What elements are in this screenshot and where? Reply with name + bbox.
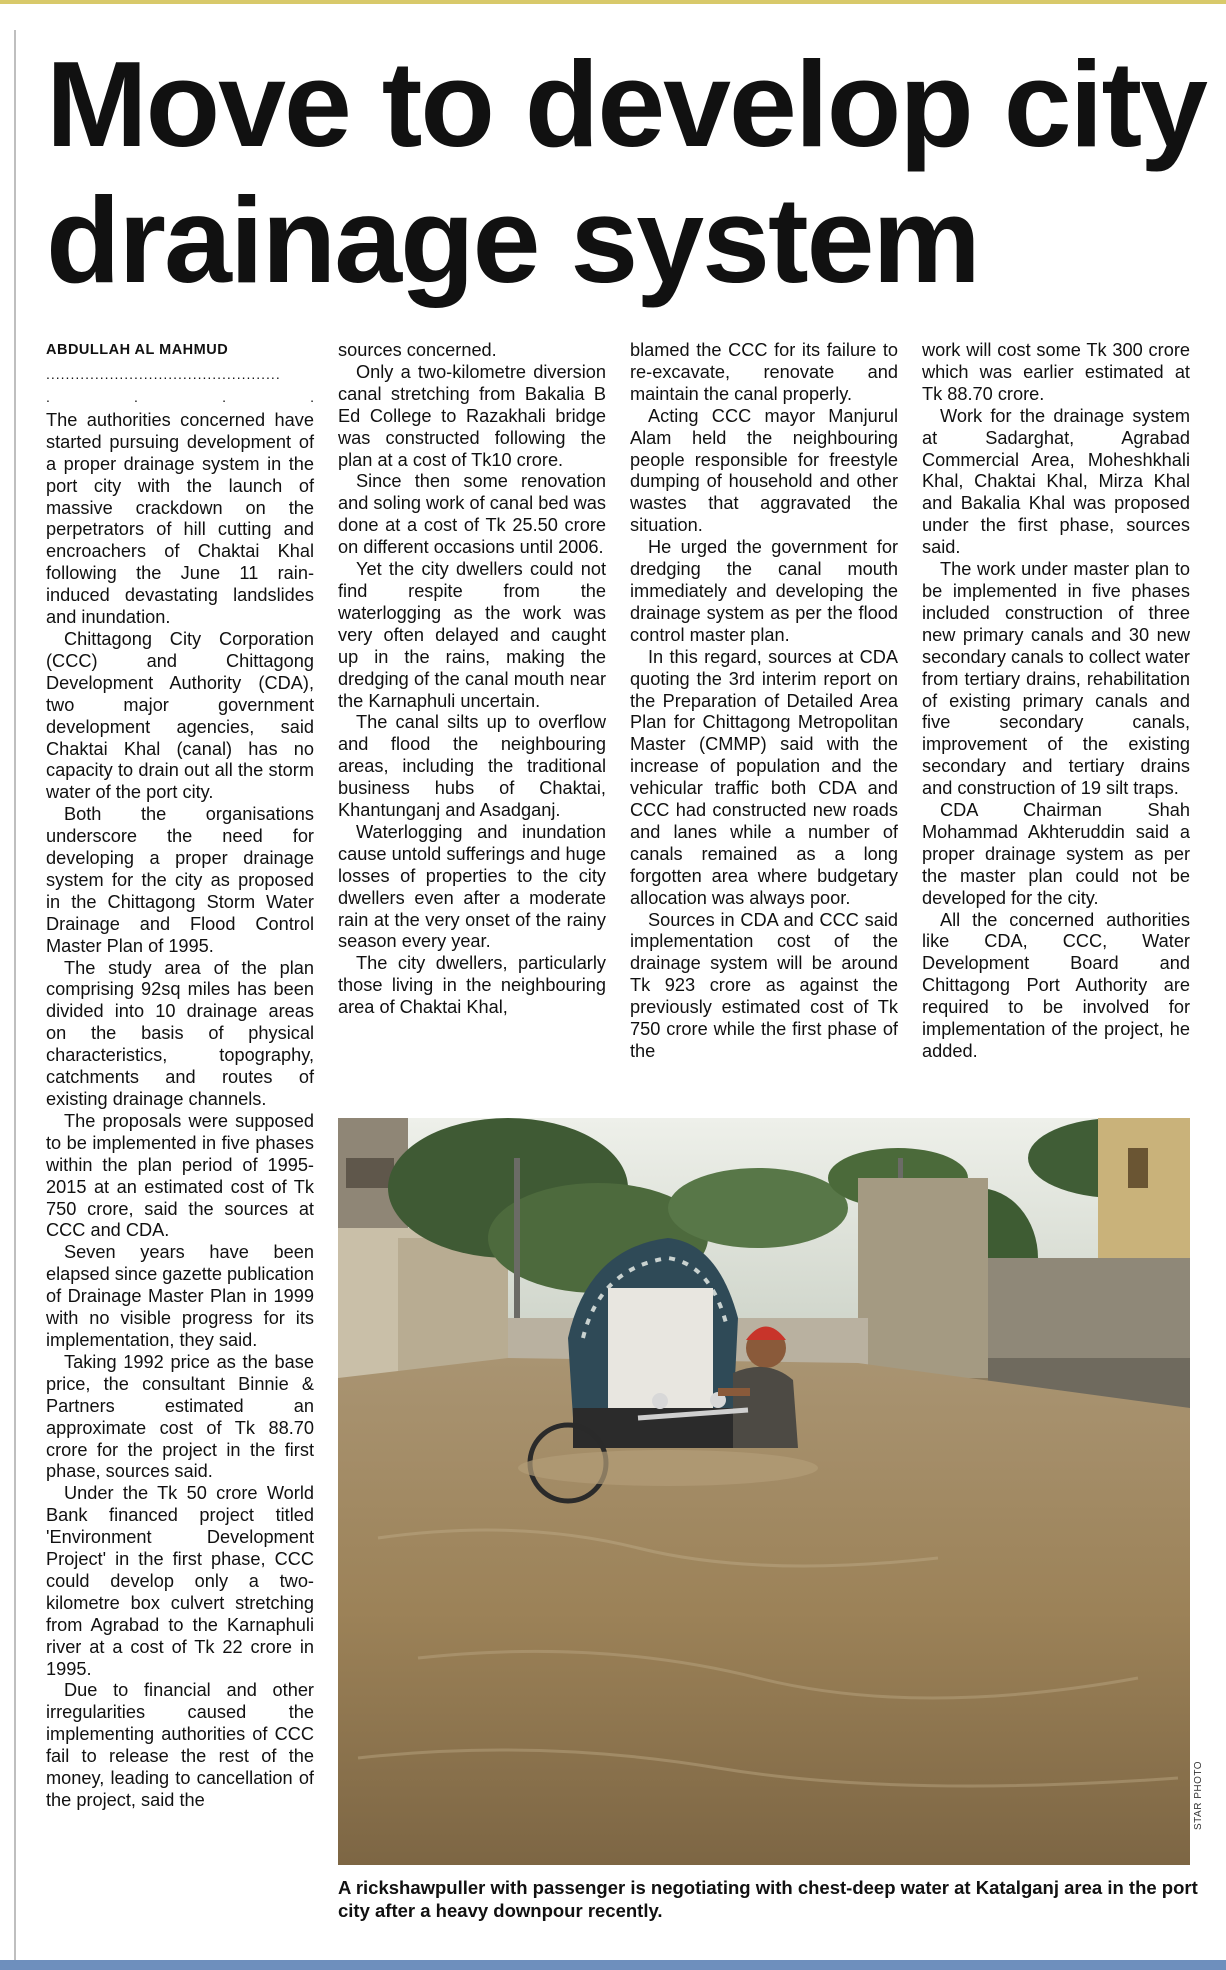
puller-arm [718, 1388, 750, 1396]
byline-separator: ................................................ [46, 365, 281, 382]
paragraph: The proposals were supposed to be implemented in five phases within the plan period of 1995-2015 at an estimated cost of Tk 750 crore, said the sources at CCC and CDA. [46, 1110, 314, 1241]
article-column-4 [922, 340, 1190, 1063]
right-building-window [1128, 1148, 1148, 1188]
paragraph: All the concerned authorities like CDA, CCC, Water Development Board and Chittagong Port Authority are required to be involved for implementation of the project, he added. [922, 909, 1190, 1061]
photo-credit: STAR PHOTO [1193, 1760, 1204, 1830]
paragraph: The authorities concerned have started pursuing development of a proper drainage system in the port city with the launch of massive crackdown on the perpetrators of hill cutting and encroachers of Chaktai Khal following the June 11 rain-induced devastating landslides and inundation. [46, 409, 314, 628]
byline-dot: . [134, 388, 138, 405]
paragraph: The study area of the plan comprising 92sq miles has been divided into 10 drainage areas on the basis of physical characteristics, topography, catchments and routes of existing drainage channels. [46, 957, 314, 1109]
paragraph: Yet the city dwellers could not find respite from the waterlogging as the work was very often delayed and caught up in the rains, making the dredging of the canal mouth near the Karnaphuli uncertain. [338, 559, 606, 711]
paragraph: The city dwellers, particularly those living in the neighbouring area of Chaktai Khal, [338, 953, 606, 1018]
paragraph: CDA Chairman Shah Mohammad Akhteruddin said a proper drainage system as per the master plan could not be developed for the city. [922, 800, 1190, 908]
flood-rickshaw-photo [338, 1118, 1190, 1865]
byline-dot: . [46, 388, 50, 405]
paragraph: The work under master plan to be implemented in five phases included construction of three new primary canals and 30 new secondary canals to collect water from tertiary drains, rehabilitation of existing primary canals and five secondary canals, improvement of the existing secondary and tertiary drains and construction of 19 silt traps. [922, 559, 1190, 799]
water-wake [518, 1450, 818, 1486]
paragraph: The canal silts up to overflow and flood the neighbouring areas, including the traditional business hubs of Chaktai, Khantunganj and Asadganj. [338, 712, 606, 821]
article-headline: Move to develop city drainage system [46, 36, 1206, 308]
byline-dot-row [46, 388, 314, 410]
left-margin-rule [14, 30, 16, 1960]
paragraph: blamed the CCC for its failure to re-excavate, renovate and maintain the canal properly. [630, 340, 898, 404]
bottom-rule [0, 1960, 1226, 1970]
paragraph: work will cost some Tk 300 crore which was earlier estimated at Tk 88.70 crore. [922, 340, 1190, 404]
paragraph: Chittagong City Corporation (CCC) and Chittagong Development Authority (CDA), two major government development agencies, said Chaktai Khal (canal) has no capacity to drain out all the storm water of the port city. [46, 628, 314, 803]
paragraph: Since then some renovation and soling work of canal bed was done at a cost of Tk 25.50 crore on different occasions until 2006. [338, 471, 606, 558]
paragraph: Only a two-kilometre diversion canal stretching from Bakalia B Ed College to Razakhali bridge was constructed following the plan at a cost of Tk10 crore. [338, 361, 606, 470]
paragraph: Under the Tk 50 crore World Bank financed project titled 'Environment Development Project' in the first phase, CCC could develop only a two-kilometre box culvert stretching from Agrabad to the Karnaphuli river at a cost of Tk 22 crore in 1995. [46, 1483, 314, 1679]
paragraph: Due to financial and other irregularities caused the implementing authorities of CCC fail to release the rest of the money, leading to cancellation of the project, said the [46, 1680, 314, 1810]
paragraph: sources concerned. [338, 340, 497, 360]
paragraph: Taking 1992 price as the base price, the consultant Binnie & Partners estimated an approximate cost of Tk 88.70 crore for the project in the first phase, sources said. [46, 1351, 314, 1482]
byline-dot: . [310, 388, 314, 405]
rickshaw-bell [652, 1393, 668, 1409]
left-building-window [346, 1158, 394, 1188]
article-column-2 [338, 340, 606, 1019]
paragraph: Seven years have been elapsed since gazette publication of Drainage Master Plan in 1999 with no visible progress for its implementation, they said. [46, 1242, 314, 1350]
top-rule [0, 0, 1226, 4]
right-building [858, 1178, 988, 1378]
puller-body [733, 1367, 798, 1448]
byline-dot: . [222, 388, 226, 405]
byline: ABDULLAH AL MAHMUD [46, 342, 229, 358]
article-column-1 [46, 340, 314, 1812]
paragraph: Acting CCC mayor Manjurul Alam held the neighbouring people responsible for freestyle dumping of household and other wastes that aggravated the situation. [630, 405, 898, 536]
paragraph: He urged the government for dredging the canal mouth immediately and developing the drainage system as per the flood control master plan. [630, 537, 898, 645]
paragraph: Both the organisations underscore the need for developing a proper drainage system for the city as proposed in the Chittagong Storm Water Drainage and Flood Control Master Plan of 1995. [46, 804, 314, 956]
paragraph: Work for the drainage system at Sadarghat, Agrabad Commercial Area, Moheshkhali Khal, Chaktai Khal, Mirza Khal and Bakalia Khal was proposed under the first phase, sources said. [922, 405, 1190, 558]
paragraph: Sources in CDA and CCC said implementation cost of the drainage system will be around Tk 923 crore as against the previously estimated cost of Tk 750 crore while the first phase of the [630, 909, 898, 1061]
photo-caption: A rickshawpuller with passenger is negotiating with chest-deep water at Katalganj area in the port city after a heavy downpour recently. [338, 1877, 1198, 1921]
tree [668, 1168, 848, 1248]
article-column-3 [630, 340, 898, 1063]
paragraph: Waterlogging and inundation cause untold sufferings and huge losses of properties to the city dwellers even after a moderate rain at the very onset of the rainy season every year. [338, 821, 606, 952]
paragraph: In this regard, sources at CDA quoting the 3rd interim report on the Preparation of Detailed Area Plan for Chittagong Metropolitan Master (CMMP) said with the increase of population and the vehicular traffic both CDA and CCC had constructed new roads and lanes while a number of canals remained as a long forgotten area where budgetary allocation was always poor. [630, 646, 898, 908]
